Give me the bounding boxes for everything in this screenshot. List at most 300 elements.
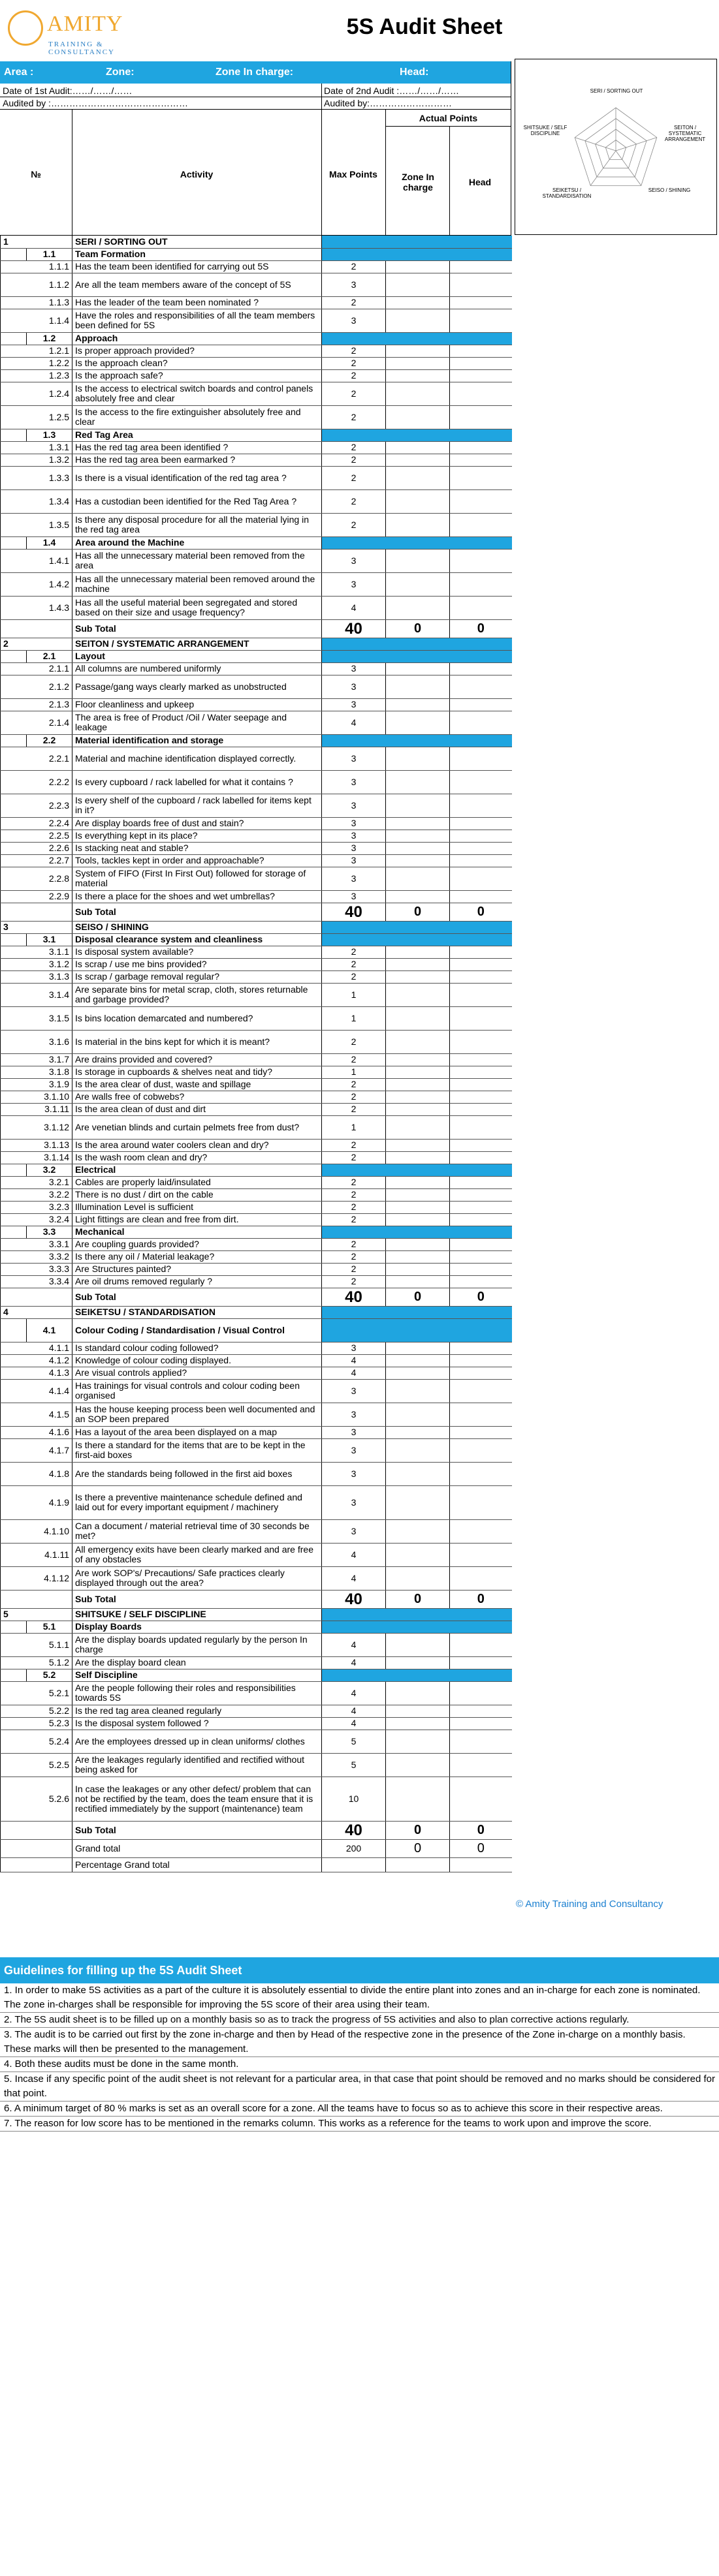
item-head-score[interactable] <box>450 711 512 734</box>
item-zone-score[interactable] <box>386 1275 450 1288</box>
item-zone-score[interactable] <box>386 296 450 309</box>
subsection-blue-cell <box>322 248 512 260</box>
item-zone-score[interactable] <box>386 1543 450 1566</box>
item-head-score[interactable] <box>450 1275 512 1288</box>
indent-cell <box>1 1164 27 1176</box>
item-zone-score[interactable] <box>386 1633 450 1656</box>
item-head-score[interactable] <box>450 1030 512 1053</box>
item-zone-score[interactable] <box>386 970 450 983</box>
table-row <box>1 1519 512 1543</box>
item-number: 5.2.2 <box>1 1705 72 1717</box>
item-head-score[interactable] <box>450 489 512 513</box>
item-zone-score[interactable] <box>386 1053 450 1066</box>
item-head-score[interactable] <box>450 1213 512 1226</box>
table-row <box>1 1030 512 1053</box>
item-zone-score[interactable] <box>386 273 450 296</box>
item-head-score[interactable] <box>450 1115 512 1139</box>
item-zone-score[interactable] <box>386 1139 450 1151</box>
indent-cell <box>1 734 27 747</box>
table-row <box>1 441 512 454</box>
table-row <box>1 662 512 675</box>
item-head-score[interactable] <box>450 369 512 382</box>
subsection-blue-cell <box>322 1318 512 1342</box>
item-max-points: 2 <box>322 369 386 382</box>
item-head-score[interactable] <box>450 357 512 369</box>
radar-label-seri: SERI / SORTING OUT <box>590 88 643 94</box>
subsection-blue-cell <box>322 1669 512 1681</box>
item-activity: Is the approach safe? <box>72 369 322 382</box>
audited-by-second[interactable]: Audited by:……………………… <box>324 98 453 108</box>
item-zone-score[interactable] <box>386 454 450 466</box>
table-row <box>1 958 512 970</box>
table-row <box>1 1590 512 1608</box>
item-number: 3.1.12 <box>1 1115 72 1139</box>
item-number: 2.2.7 <box>1 854 72 867</box>
item-number: 4.1.4 <box>1 1379 72 1403</box>
item-head-score[interactable] <box>450 1681 512 1705</box>
table-row <box>1 1151 512 1164</box>
item-zone-score[interactable] <box>386 1066 450 1078</box>
item-activity: Is every shelf of the cupboard / rack labelled for items kept in it? <box>72 794 322 817</box>
subsection-blue-cell <box>322 734 512 747</box>
item-zone-score[interactable] <box>386 1238 450 1250</box>
item-head-score[interactable] <box>450 572 512 596</box>
item-zone-score[interactable] <box>386 983 450 1006</box>
item-head-score[interactable] <box>450 1403 512 1426</box>
item-activity: Can a document / material retrieval time of 30 seconds be met? <box>72 1519 322 1543</box>
pct-head[interactable] <box>450 1857 512 1872</box>
item-zone-score[interactable] <box>386 260 450 273</box>
item-head-score[interactable] <box>450 1151 512 1164</box>
item-zone-score[interactable] <box>386 1438 450 1462</box>
item-zone-score[interactable] <box>386 1656 450 1669</box>
item-activity: Are drains provided and covered? <box>72 1053 322 1066</box>
item-max-points: 2 <box>322 345 386 357</box>
table-row <box>1 1705 512 1717</box>
item-head-score[interactable] <box>450 1705 512 1717</box>
item-zone-score[interactable] <box>386 549 450 572</box>
item-zone-score[interactable] <box>386 441 450 454</box>
item-max-points: 4 <box>322 1717 386 1730</box>
item-zone-score[interactable] <box>386 1379 450 1403</box>
item-head-score[interactable] <box>450 794 512 817</box>
page-title: 5S Audit Sheet <box>346 14 503 39</box>
item-head-score[interactable] <box>450 441 512 454</box>
item-max-points: 4 <box>322 1633 386 1656</box>
item-max-points: 4 <box>322 1705 386 1717</box>
item-zone-score[interactable] <box>386 1078 450 1091</box>
item-number: 4.1.5 <box>1 1403 72 1426</box>
item-zone-score[interactable] <box>386 890 450 903</box>
pct-zone[interactable] <box>386 1857 450 1872</box>
guideline-item: 1. In order to make 5S activities as a part of the culture it is absolutely essential to divide the entire plant into zones and an in-charge for each zone is nominated. The zone in-charges shall be responsible for improving the 5S score of their area using their team. <box>0 1983 719 2013</box>
item-head-score[interactable] <box>450 1777 512 1821</box>
item-zone-score[interactable] <box>386 830 450 842</box>
item-number: 2.1.3 <box>1 698 72 711</box>
item-max-points: 4 <box>322 596 386 619</box>
item-zone-score[interactable] <box>386 1777 450 1821</box>
indent-cell <box>1 1318 27 1342</box>
zone-in-charge-label: Zone In charge: <box>216 67 294 78</box>
item-zone-score[interactable] <box>386 1115 450 1139</box>
item-zone-score[interactable] <box>386 1730 450 1753</box>
item-max-points: 3 <box>322 1485 386 1519</box>
table-row <box>1 466 512 489</box>
item-number: 1.3.1 <box>1 441 72 454</box>
item-head-score[interactable] <box>450 1250 512 1263</box>
item-number: 1.4.3 <box>1 596 72 619</box>
item-max-points: 3 <box>322 830 386 842</box>
table-row <box>1 1566 512 1590</box>
item-activity: Are the employees dressed up in clean uniforms/ clothes <box>72 1730 322 1753</box>
item-zone-score[interactable] <box>386 1213 450 1226</box>
item-head-score[interactable] <box>450 1078 512 1091</box>
item-head-score[interactable] <box>450 1426 512 1438</box>
item-number: 4.1.10 <box>1 1519 72 1543</box>
section-blue-cell <box>322 638 512 650</box>
item-max-points: 3 <box>322 770 386 794</box>
area-label: Area : <box>4 67 34 78</box>
item-max-points: 3 <box>322 842 386 854</box>
item-number: 5.2.1 <box>1 1681 72 1705</box>
item-head-score[interactable] <box>450 1354 512 1367</box>
item-head-score[interactable] <box>450 1342 512 1354</box>
guidelines <box>0 1957 719 2132</box>
item-zone-score[interactable] <box>386 572 450 596</box>
item-head-score[interactable] <box>450 675 512 698</box>
item-head-score[interactable] <box>450 770 512 794</box>
table-row <box>1 1250 512 1263</box>
item-activity: Are visual controls applied? <box>72 1367 322 1379</box>
table-row <box>1 747 512 770</box>
item-activity: Are the leakages regularly identified and rectified without being asked for <box>72 1753 322 1777</box>
item-zone-score[interactable] <box>386 1176 450 1188</box>
item-zone-score[interactable] <box>386 1403 450 1426</box>
table-row <box>1 345 512 357</box>
item-max-points: 1 <box>322 1066 386 1078</box>
item-number: 1.4.1 <box>1 549 72 572</box>
item-head-score[interactable] <box>450 1543 512 1566</box>
item-head-score[interactable] <box>450 596 512 619</box>
subsection-number: 2.2 <box>27 734 72 747</box>
date-first-audit[interactable]: Date of 1st Audit:……/……/…… <box>3 85 133 96</box>
item-zone-score[interactable] <box>386 309 450 332</box>
item-zone-score[interactable] <box>386 1462 450 1485</box>
table-row <box>1 369 512 382</box>
item-zone-score[interactable] <box>386 946 450 958</box>
item-activity: Is the access to electrical switch boards and control panels absolutely free and clear <box>72 382 322 405</box>
item-zone-score[interactable] <box>386 770 450 794</box>
item-head-score[interactable] <box>450 466 512 489</box>
item-head-score[interactable] <box>450 1066 512 1078</box>
item-number: 3.1.2 <box>1 958 72 970</box>
radar-chart-svg <box>515 59 716 234</box>
item-activity: Is there any disposal procedure for all the material lying in the red tag area <box>72 513 322 536</box>
item-head-score[interactable] <box>450 946 512 958</box>
item-zone-score[interactable] <box>386 958 450 970</box>
item-number: 3.3.4 <box>1 1275 72 1288</box>
item-head-score[interactable] <box>450 296 512 309</box>
guideline-item: 7. The reason for low score has to be mentioned in the remarks column. This works as a reference for the teams to work upon and improve the score. <box>0 2117 719 2132</box>
item-zone-score[interactable] <box>386 405 450 429</box>
table-row <box>1 854 512 867</box>
item-head-score[interactable] <box>450 958 512 970</box>
item-head-score[interactable] <box>450 890 512 903</box>
item-head-score[interactable] <box>450 1730 512 1753</box>
item-zone-score[interactable] <box>386 711 450 734</box>
amity-logo <box>5 7 168 56</box>
table-row <box>1 675 512 698</box>
item-zone-score[interactable] <box>386 1188 450 1201</box>
item-head-score[interactable] <box>450 747 512 770</box>
total-zone-score: 0 <box>386 1590 450 1608</box>
item-zone-score[interactable] <box>386 662 450 675</box>
table-row <box>1 903 512 921</box>
item-head-score[interactable] <box>450 309 512 332</box>
item-number: 3.1.7 <box>1 1053 72 1066</box>
item-head-score[interactable] <box>450 1717 512 1730</box>
table-row <box>1 1354 512 1367</box>
total-max-points: 40 <box>322 1288 386 1306</box>
total-spacer <box>1 1821 72 1839</box>
item-head-score[interactable] <box>450 1753 512 1777</box>
item-activity: Is the disposal system followed ? <box>72 1717 322 1730</box>
item-max-points: 3 <box>322 1438 386 1462</box>
item-zone-score[interactable] <box>386 369 450 382</box>
item-head-score[interactable] <box>450 1633 512 1656</box>
item-head-score[interactable] <box>450 405 512 429</box>
subsection-number: 4.1 <box>27 1318 72 1342</box>
item-head-score[interactable] <box>450 1263 512 1275</box>
item-number: 1.2.2 <box>1 357 72 369</box>
item-head-score[interactable] <box>450 1462 512 1485</box>
item-zone-score[interactable] <box>386 1250 450 1263</box>
item-head-score[interactable] <box>450 1367 512 1379</box>
item-head-score[interactable] <box>450 454 512 466</box>
table-row <box>1 1226 512 1238</box>
item-head-score[interactable] <box>450 273 512 296</box>
item-head-score[interactable] <box>450 1238 512 1250</box>
item-head-score[interactable] <box>450 260 512 273</box>
item-activity: Is there a preventive maintenance schedule defined and laid out for every important equipment / machinery <box>72 1485 322 1519</box>
item-max-points: 2 <box>322 1213 386 1226</box>
item-zone-score[interactable] <box>386 747 450 770</box>
item-zone-score[interactable] <box>386 357 450 369</box>
item-head-score[interactable] <box>450 830 512 842</box>
item-head-score[interactable] <box>450 1053 512 1066</box>
item-activity: Knowledge of colour coding displayed. <box>72 1354 322 1367</box>
table-row <box>1 1821 512 1839</box>
item-max-points: 2 <box>322 958 386 970</box>
item-zone-score[interactable] <box>386 466 450 489</box>
item-head-score[interactable] <box>450 1201 512 1213</box>
item-zone-score[interactable] <box>386 698 450 711</box>
item-number: 3.1.8 <box>1 1066 72 1078</box>
audited-by-first[interactable]: Audited by :……………………………………… <box>3 98 188 108</box>
item-head-score[interactable] <box>450 513 512 536</box>
copyright-text: © Amity Training and Consultancy <box>516 1899 663 1910</box>
item-activity: Has all the useful material been segregated and stored based on their size and usage frequency? <box>72 596 322 619</box>
item-head-score[interactable] <box>450 1188 512 1201</box>
item-head-score[interactable] <box>450 698 512 711</box>
item-number: 4.1.6 <box>1 1426 72 1438</box>
item-activity: Is storage in cupboards & shelves neat and tidy? <box>72 1066 322 1078</box>
item-zone-score[interactable] <box>386 489 450 513</box>
item-zone-score[interactable] <box>386 1717 450 1730</box>
item-max-points: 5 <box>322 1730 386 1753</box>
table-row <box>1 698 512 711</box>
item-zone-score[interactable] <box>386 1151 450 1164</box>
section-title: SEIKETSU / STANDARDISATION <box>72 1306 322 1318</box>
table-row <box>1 536 512 549</box>
item-head-score[interactable] <box>450 854 512 867</box>
subsection-blue-cell <box>322 1164 512 1176</box>
item-number: 2.2.2 <box>1 770 72 794</box>
table-row <box>1 1462 512 1485</box>
item-activity: Has the red tag area been identified ? <box>72 441 322 454</box>
item-activity: Is bins location demarcated and numbered? <box>72 1006 322 1030</box>
item-activity: Are work SOP's/ Precautions/ Safe practices clearly displayed through out the area? <box>72 1566 322 1590</box>
item-max-points: 2 <box>322 1078 386 1091</box>
subsection-number: 3.2 <box>27 1164 72 1176</box>
item-zone-score[interactable] <box>386 1354 450 1367</box>
item-zone-score[interactable] <box>386 867 450 890</box>
item-zone-score[interactable] <box>386 1201 450 1213</box>
item-zone-score[interactable] <box>386 794 450 817</box>
total-max-points: 200 <box>322 1839 386 1857</box>
item-number: 1.2.1 <box>1 345 72 357</box>
item-activity: Is there a place for the shoes and wet umbrellas? <box>72 890 322 903</box>
item-zone-score[interactable] <box>386 1426 450 1438</box>
item-head-score[interactable] <box>450 1438 512 1462</box>
table-row <box>1 1342 512 1354</box>
table-row <box>1 1201 512 1213</box>
item-head-score[interactable] <box>450 1656 512 1669</box>
total-head-score: 0 <box>450 1590 512 1608</box>
item-max-points: 4 <box>322 1656 386 1669</box>
item-head-score[interactable] <box>450 345 512 357</box>
item-head-score[interactable] <box>450 1103 512 1115</box>
subsection-blue-cell <box>322 429 512 441</box>
item-max-points: 3 <box>322 747 386 770</box>
item-zone-score[interactable] <box>386 1091 450 1103</box>
section-number: 5 <box>1 1608 72 1621</box>
item-head-score[interactable] <box>450 1006 512 1030</box>
item-zone-score[interactable] <box>386 1705 450 1717</box>
table-row <box>1 1091 512 1103</box>
item-head-score[interactable] <box>450 1176 512 1188</box>
total-head-score: 0 <box>450 1821 512 1839</box>
table-row <box>1 1403 512 1426</box>
table-row <box>1 734 512 747</box>
item-zone-score[interactable] <box>386 1006 450 1030</box>
item-max-points: 4 <box>322 1354 386 1367</box>
item-zone-score[interactable] <box>386 1367 450 1379</box>
item-head-score[interactable] <box>450 983 512 1006</box>
subsection-blue-cell <box>322 650 512 662</box>
guideline-item: 6. A minimum target of 80 % marks is set as an overall score for a zone. All the teams have to focus so as to achieve this score in their respective areas. <box>0 2102 719 2117</box>
item-head-score[interactable] <box>450 970 512 983</box>
item-max-points: 2 <box>322 1091 386 1103</box>
item-head-score[interactable] <box>450 817 512 830</box>
item-head-score[interactable] <box>450 662 512 675</box>
item-head-score[interactable] <box>450 549 512 572</box>
table-row <box>1 248 512 260</box>
item-zone-score[interactable] <box>386 596 450 619</box>
item-zone-score[interactable] <box>386 854 450 867</box>
item-zone-score[interactable] <box>386 382 450 405</box>
item-zone-score[interactable] <box>386 1566 450 1590</box>
item-head-score[interactable] <box>450 1566 512 1590</box>
date-second-audit[interactable]: Date of 2nd Audit :……/……/…… <box>324 85 459 96</box>
total-max-points: 40 <box>322 619 386 638</box>
item-head-score[interactable] <box>450 1091 512 1103</box>
item-zone-score[interactable] <box>386 1519 450 1543</box>
item-head-score[interactable] <box>450 1379 512 1403</box>
item-activity: Is there a standard for the items that are to be kept in the first-aid boxes <box>72 1438 322 1462</box>
item-activity: Are walls free of cobwebs? <box>72 1091 322 1103</box>
table-row <box>1 842 512 854</box>
item-number: 1.4.2 <box>1 572 72 596</box>
item-max-points: 3 <box>322 794 386 817</box>
item-head-score[interactable] <box>450 1485 512 1519</box>
item-zone-score[interactable] <box>386 675 450 698</box>
item-max-points: 2 <box>322 1263 386 1275</box>
sub-total-label: Sub Total <box>72 903 322 921</box>
item-activity: Has the red tag area been earmarked ? <box>72 454 322 466</box>
subsection-number: 5.1 <box>27 1621 72 1633</box>
item-activity: In case the leakages or any other defect/ problem that can not be rectified by the team, does the team ensure that it is rectified immediately by the support (maintenance) team <box>72 1777 322 1821</box>
total-zone-score: 0 <box>386 903 450 921</box>
total-zone-score: 0 <box>386 1288 450 1306</box>
item-number: 5.1.2 <box>1 1656 72 1669</box>
item-max-points: 3 <box>322 572 386 596</box>
item-number: 3.1.4 <box>1 983 72 1006</box>
sub-total-label: Sub Total <box>72 1288 322 1306</box>
item-zone-score[interactable] <box>386 1030 450 1053</box>
total-max-points: 40 <box>322 903 386 921</box>
guideline-item: 4. Both these audits must be done in the same month. <box>0 2057 719 2072</box>
table-row <box>1 429 512 441</box>
item-zone-score[interactable] <box>386 1103 450 1115</box>
item-zone-score[interactable] <box>386 513 450 536</box>
item-zone-score[interactable] <box>386 842 450 854</box>
section-blue-cell <box>322 1306 512 1318</box>
item-number: 2.2.9 <box>1 890 72 903</box>
item-zone-score[interactable] <box>386 817 450 830</box>
item-head-score[interactable] <box>450 382 512 405</box>
item-activity: Is the area clear of dust, waste and spillage <box>72 1078 322 1091</box>
item-max-points: 4 <box>322 1543 386 1566</box>
item-head-score[interactable] <box>450 1139 512 1151</box>
item-head-score[interactable] <box>450 867 512 890</box>
subsection-blue-cell <box>322 332 512 345</box>
item-zone-score[interactable] <box>386 1342 450 1354</box>
item-head-score[interactable] <box>450 842 512 854</box>
item-max-points: 2 <box>322 454 386 466</box>
guideline-item: 2. The 5S audit sheet is to be filled up on a monthly basis so as to track the progress of 5S activities and also to plan corrective actions regularly. <box>0 2013 719 2028</box>
table-row <box>1 309 512 332</box>
item-max-points: 2 <box>322 1176 386 1188</box>
table-row <box>1 1288 512 1306</box>
item-zone-score[interactable] <box>386 1753 450 1777</box>
item-zone-score[interactable] <box>386 1485 450 1519</box>
item-number: 3.1.14 <box>1 1151 72 1164</box>
item-zone-score[interactable] <box>386 345 450 357</box>
item-zone-score[interactable] <box>386 1263 450 1275</box>
item-zone-score[interactable] <box>386 1681 450 1705</box>
item-head-score[interactable] <box>450 1519 512 1543</box>
